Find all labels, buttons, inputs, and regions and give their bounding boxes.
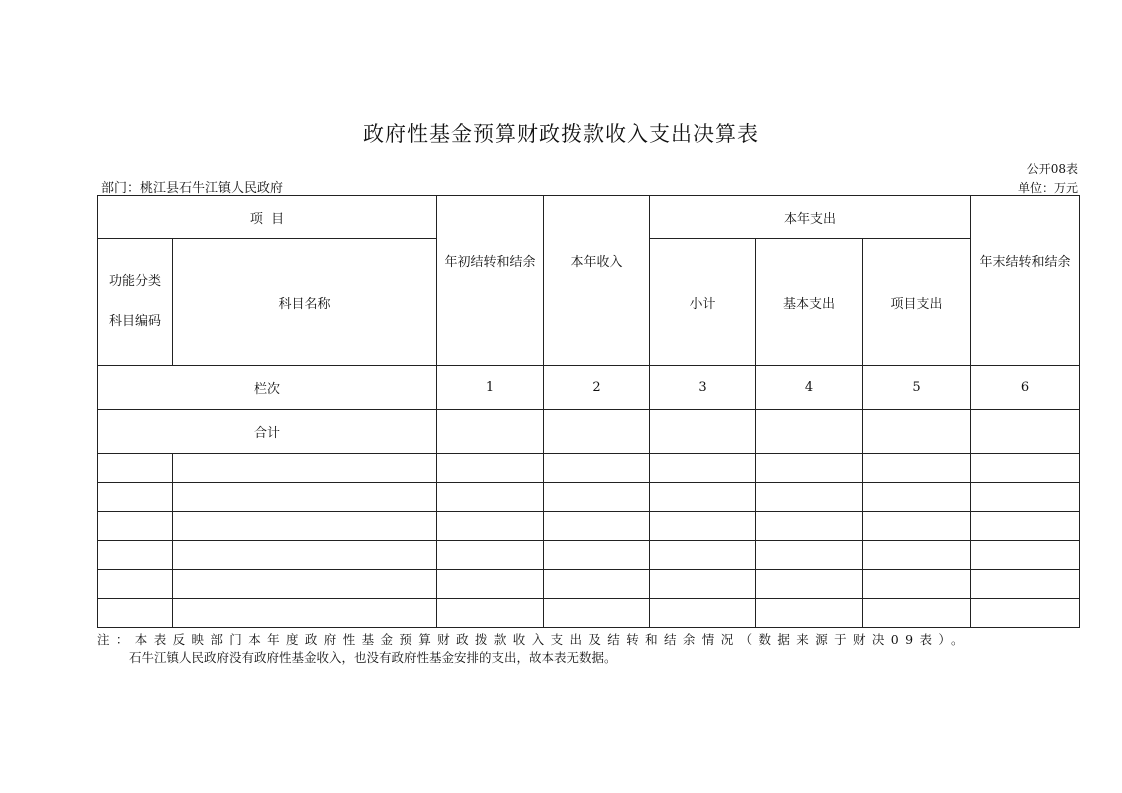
table-cell (650, 454, 756, 483)
header-expense-group: 本年支出 (650, 196, 971, 239)
column-number: 5 (863, 366, 971, 410)
table-cell (544, 570, 650, 599)
table-cell (756, 512, 863, 541)
table-cell (173, 599, 437, 628)
table-row (98, 512, 1080, 541)
footnote-line-1: 注：本表反映部门本年度政府性基金预算财政拨款收入支出及结转和结余情况（数据来源于财决09表）。 (97, 632, 970, 647)
column-number: 2 (544, 366, 650, 410)
header-row-1 (98, 196, 1080, 239)
table-cell (98, 599, 173, 628)
table-cell (863, 512, 971, 541)
table-cell (650, 483, 756, 512)
table-cell (437, 410, 544, 454)
table-cell (650, 410, 756, 454)
table-cell (173, 483, 437, 512)
column-index-label: 栏次 (98, 366, 437, 410)
fund-budget-table (97, 195, 1080, 628)
column-number: 6 (971, 366, 1080, 410)
header-begin-balance: 年初结转和结余 (437, 196, 544, 366)
table-cell (437, 541, 544, 570)
total-row (98, 410, 1080, 454)
column-number: 4 (756, 366, 863, 410)
table-cell (437, 599, 544, 628)
table-cell (971, 599, 1080, 628)
table-cell (756, 483, 863, 512)
table-cell (98, 483, 173, 512)
table-cell (173, 570, 437, 599)
header-income: 本年收入 (544, 196, 650, 366)
table-cell (173, 541, 437, 570)
table-cell (98, 454, 173, 483)
table-cell (971, 454, 1080, 483)
table-cell (863, 454, 971, 483)
table-cell (971, 410, 1080, 454)
unit-label: 单位：万元 (1017, 181, 1078, 195)
header-project-expense: 项目支出 (863, 239, 971, 366)
table-cell (971, 541, 1080, 570)
total-label: 合计 (98, 410, 437, 454)
table-cell (98, 512, 173, 541)
table-cell (756, 541, 863, 570)
table-cell (173, 454, 437, 483)
table-cell (544, 483, 650, 512)
table-cell (863, 570, 971, 599)
table-cell (544, 599, 650, 628)
header-code: 科目编码 (108, 314, 161, 329)
table-row (98, 483, 1080, 512)
table-row (98, 454, 1080, 483)
column-number: 3 (650, 366, 756, 410)
table-cell (863, 599, 971, 628)
column-number: 1 (437, 366, 544, 410)
footnote-line-2: 石牛江镇人民政府没有政府性基金收入，也没有政府性基金安排的支出，故本表无数据。 (129, 650, 617, 665)
table-cell (650, 599, 756, 628)
table-cell (173, 512, 437, 541)
table-cell (756, 454, 863, 483)
footnote (97, 631, 970, 667)
table-cell (544, 410, 650, 454)
table-row (98, 599, 1080, 628)
header-basic-expense: 基本支出 (756, 239, 863, 366)
table-cell (971, 512, 1080, 541)
table-row (98, 541, 1080, 570)
table-cell (650, 541, 756, 570)
header-end-balance: 年末结转和结余 (971, 196, 1080, 366)
table-cell (650, 570, 756, 599)
table-cell (971, 483, 1080, 512)
table-cell (971, 570, 1080, 599)
header-category-code (98, 239, 173, 366)
table-cell (756, 599, 863, 628)
header-category: 功能分类 (108, 274, 161, 289)
department-label: 部门：桃江县石牛江镇人民政府 (101, 181, 284, 196)
table-cell (863, 541, 971, 570)
page-title: 政府性基金预算财政拨款收入支出决算表 (363, 122, 759, 146)
table-cell (756, 570, 863, 599)
table-cell (756, 410, 863, 454)
table-cell (544, 512, 650, 541)
header-subtotal: 小计 (650, 239, 756, 366)
table-cell (863, 483, 971, 512)
table-cell (98, 541, 173, 570)
table-cell (650, 512, 756, 541)
table-cell (863, 410, 971, 454)
table-cell (437, 454, 544, 483)
table-cell (437, 512, 544, 541)
column-index-row (98, 366, 1080, 410)
table-row (98, 570, 1080, 599)
table-cell (544, 454, 650, 483)
table-cell (437, 483, 544, 512)
header-subject-name: 科目名称 (173, 239, 437, 366)
table-cell (544, 541, 650, 570)
table-cell (98, 570, 173, 599)
table-cell (437, 570, 544, 599)
header-item: 项 目 (98, 196, 437, 239)
form-number: 公开08表 (1026, 162, 1078, 176)
